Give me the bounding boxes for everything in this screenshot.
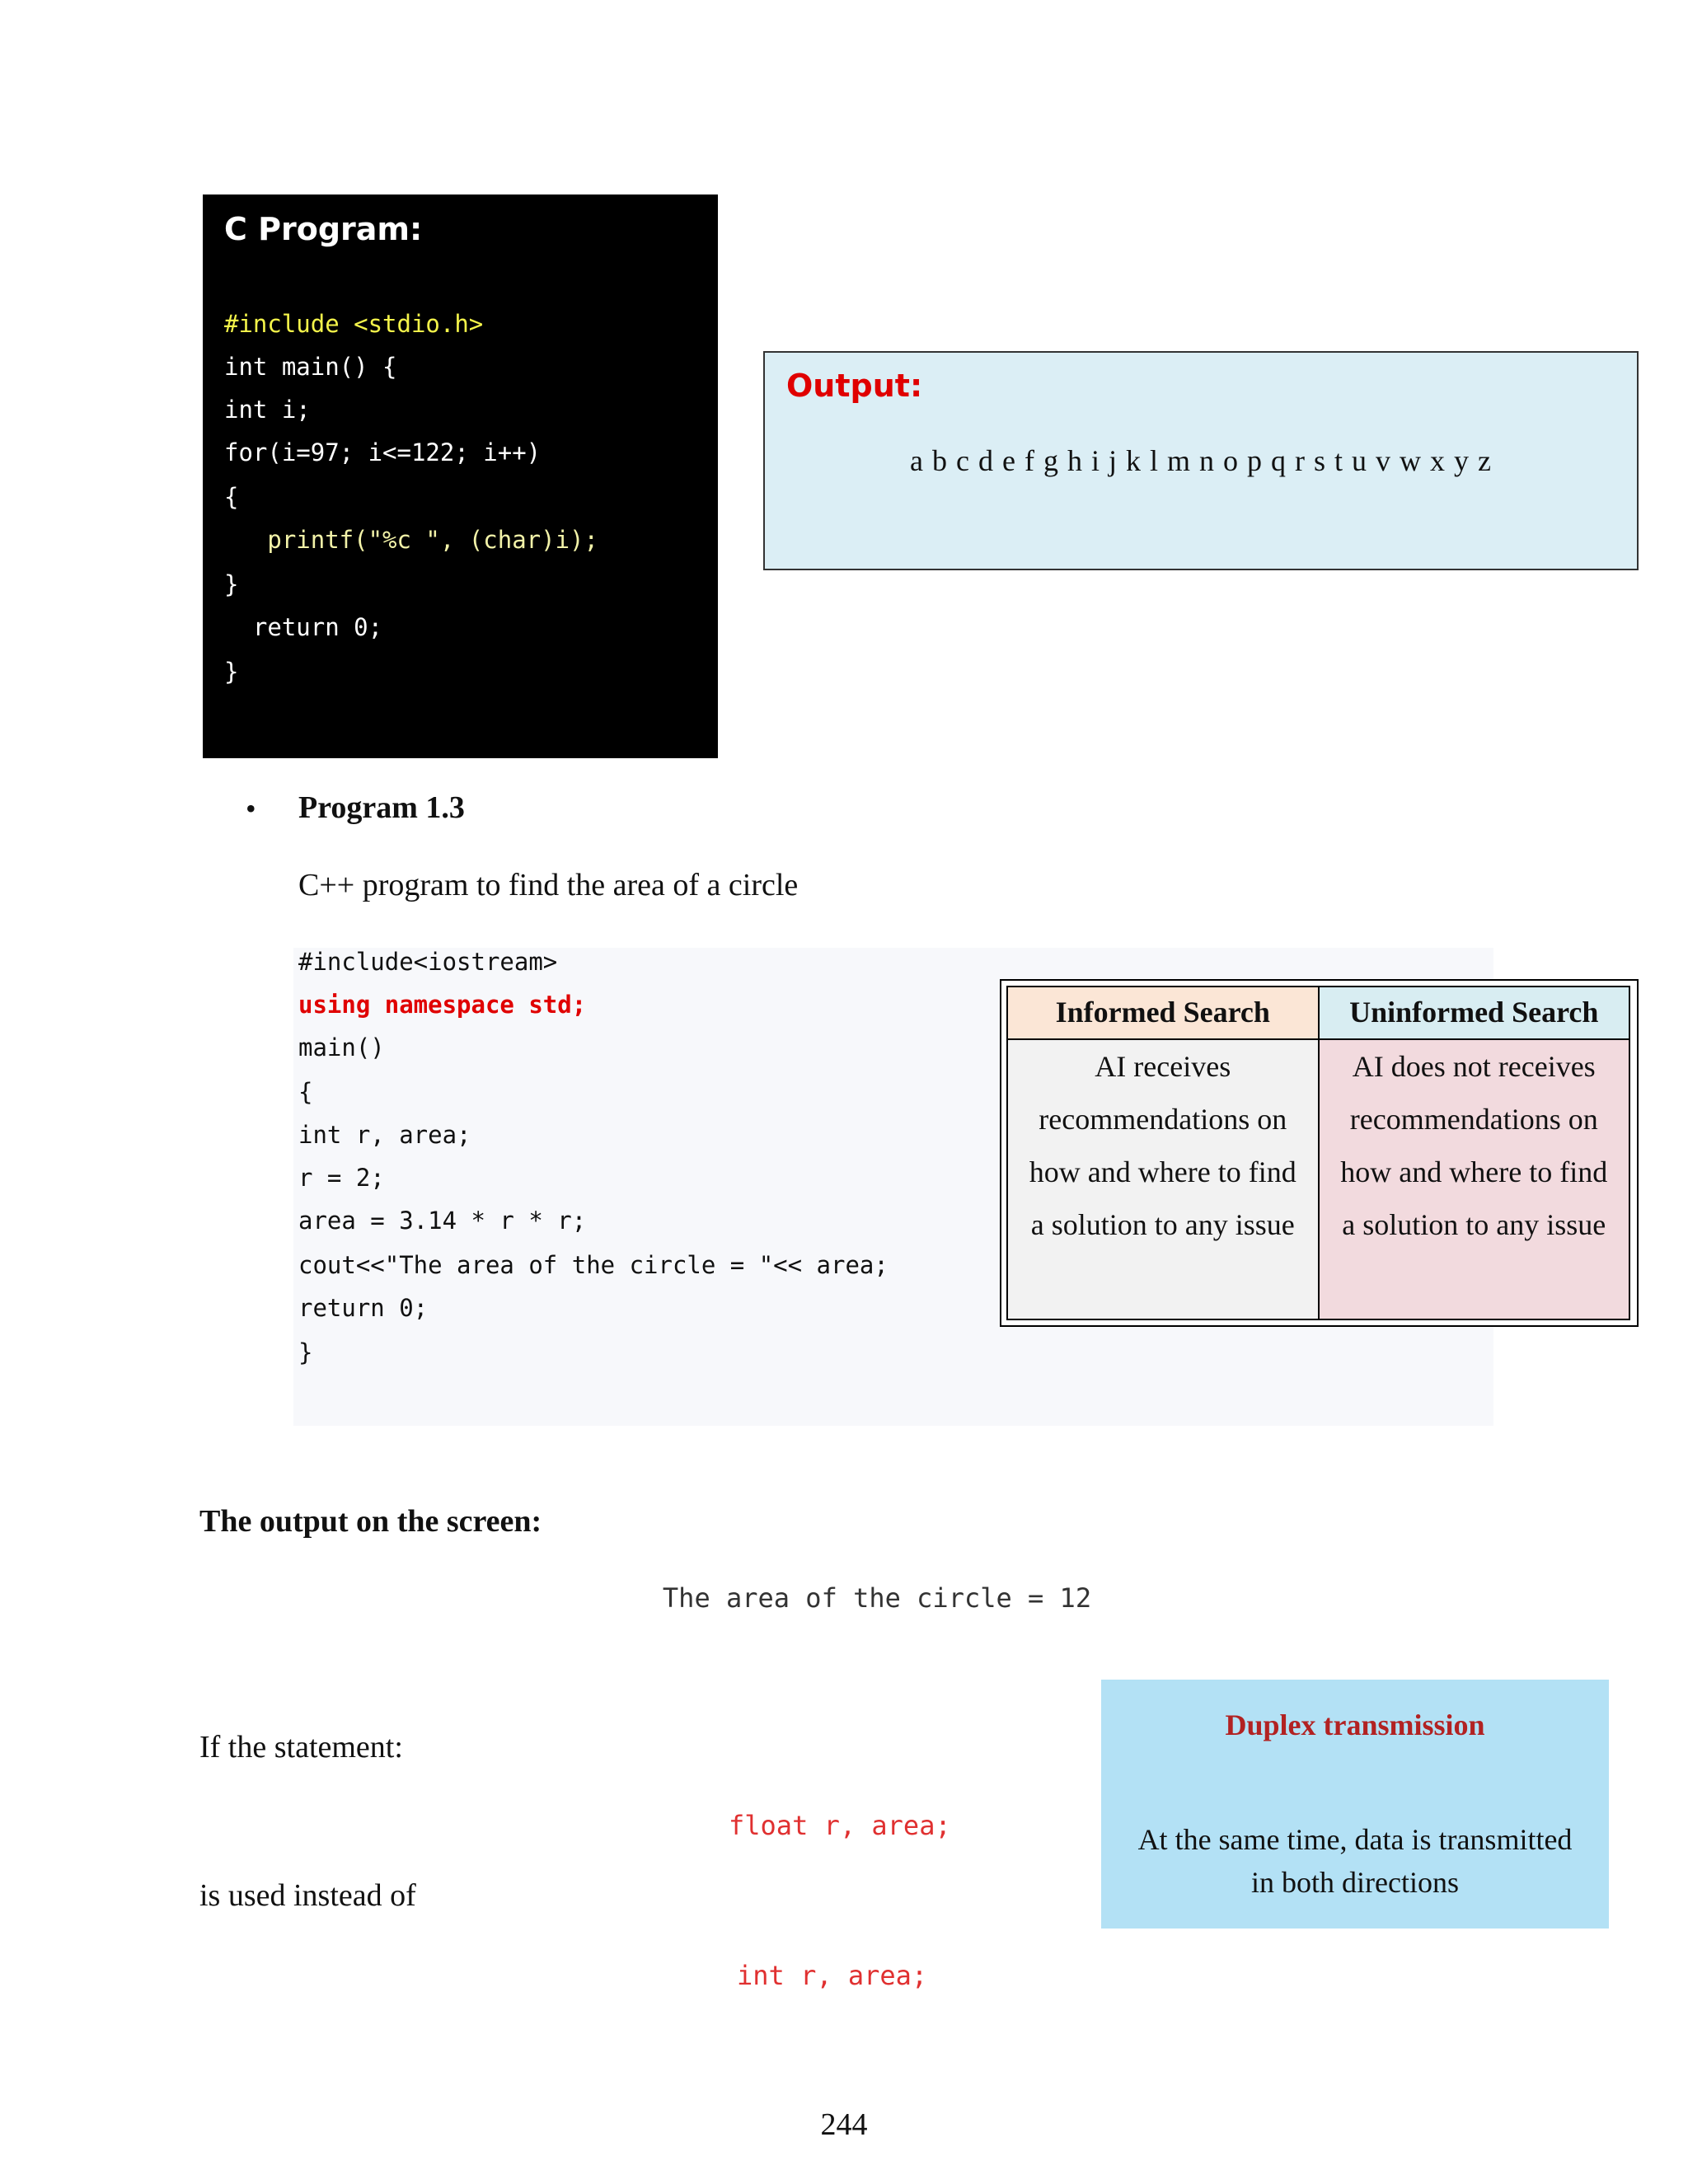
cell-line: AI does not receives bbox=[1352, 1050, 1596, 1083]
duplex-body-line: in both directions bbox=[1251, 1866, 1459, 1899]
duplex-title: Duplex transmission bbox=[1225, 1708, 1485, 1741]
code-line: main() bbox=[298, 1033, 385, 1062]
informed-search-cell bbox=[1007, 1039, 1319, 1319]
table-row bbox=[1007, 1039, 1629, 1319]
if-statement-text: If the statement: bbox=[199, 1730, 403, 1765]
float-declaration: float r, area; bbox=[729, 1810, 951, 1841]
program-description: C++ program to find the area of a circle bbox=[298, 868, 799, 902]
page-number: 244 bbox=[820, 2107, 868, 2142]
cell-line: recommendations on bbox=[1039, 1103, 1287, 1136]
code-line: cout<<"The area of the circle = "<< area; bbox=[298, 1251, 889, 1279]
code-line: for(i=97; i<=122; i++) bbox=[224, 438, 542, 466]
code-line: using namespace std; bbox=[298, 991, 587, 1019]
cell-line: recommendations on bbox=[1349, 1103, 1598, 1136]
code-line: { bbox=[298, 1078, 313, 1106]
instead-of-text: is used instead of bbox=[199, 1878, 416, 1913]
output-box bbox=[763, 351, 1639, 570]
c-program-code-block bbox=[203, 194, 718, 758]
uninformed-search-cell bbox=[1319, 1039, 1630, 1319]
code-line: } bbox=[224, 658, 239, 686]
code-line: int main() { bbox=[224, 353, 397, 381]
code-line: #include <stdio.h> bbox=[224, 310, 484, 338]
table-header-row bbox=[1007, 987, 1629, 1039]
cell-line: a solution to any issue bbox=[1342, 1208, 1606, 1241]
output-text: a b c d e f g h i j k l m n o p q r s t u v w x y z bbox=[910, 444, 1492, 477]
uninformed-search-header: Uninformed Search bbox=[1319, 987, 1630, 1039]
int-declaration: int r, area; bbox=[737, 1960, 928, 1991]
code-line: printf("%c ", (char)i); bbox=[224, 526, 598, 554]
code-line: } bbox=[224, 570, 239, 598]
code-line: return 0; bbox=[298, 1294, 429, 1322]
search-comparison-table bbox=[1000, 979, 1639, 1327]
code-line: #include<iostream> bbox=[298, 948, 558, 976]
cell-line: a solution to any issue bbox=[1030, 1208, 1295, 1241]
screen-output-text: The area of the circle = 12 bbox=[662, 1582, 1092, 1614]
code-line: int r, area; bbox=[298, 1121, 471, 1149]
code-line: { bbox=[224, 483, 239, 511]
cell-line: how and where to find bbox=[1340, 1155, 1608, 1188]
code-line: r = 2; bbox=[298, 1164, 385, 1192]
c-program-title: C Program: bbox=[224, 211, 423, 247]
duplex-transmission-box bbox=[1101, 1680, 1609, 1929]
program-heading: Program 1.3 bbox=[298, 790, 465, 825]
bullet-point: • bbox=[246, 792, 256, 825]
code-line: return 0; bbox=[224, 613, 383, 641]
informed-search-header: Informed Search bbox=[1007, 987, 1319, 1039]
cell-line: AI receives bbox=[1095, 1050, 1231, 1083]
screen-output-heading: The output on the screen: bbox=[199, 1504, 542, 1539]
duplex-body-line: At the same time, data is transmitted bbox=[1137, 1823, 1573, 1856]
code-line: area = 3.14 * r * r; bbox=[298, 1207, 587, 1235]
cell-line: how and where to find bbox=[1029, 1155, 1296, 1188]
code-line: int i; bbox=[224, 396, 311, 424]
search-table bbox=[1006, 986, 1630, 1320]
duplex-body bbox=[1126, 1818, 1584, 1904]
output-title: Output: bbox=[786, 368, 923, 404]
code-line: } bbox=[298, 1338, 313, 1366]
